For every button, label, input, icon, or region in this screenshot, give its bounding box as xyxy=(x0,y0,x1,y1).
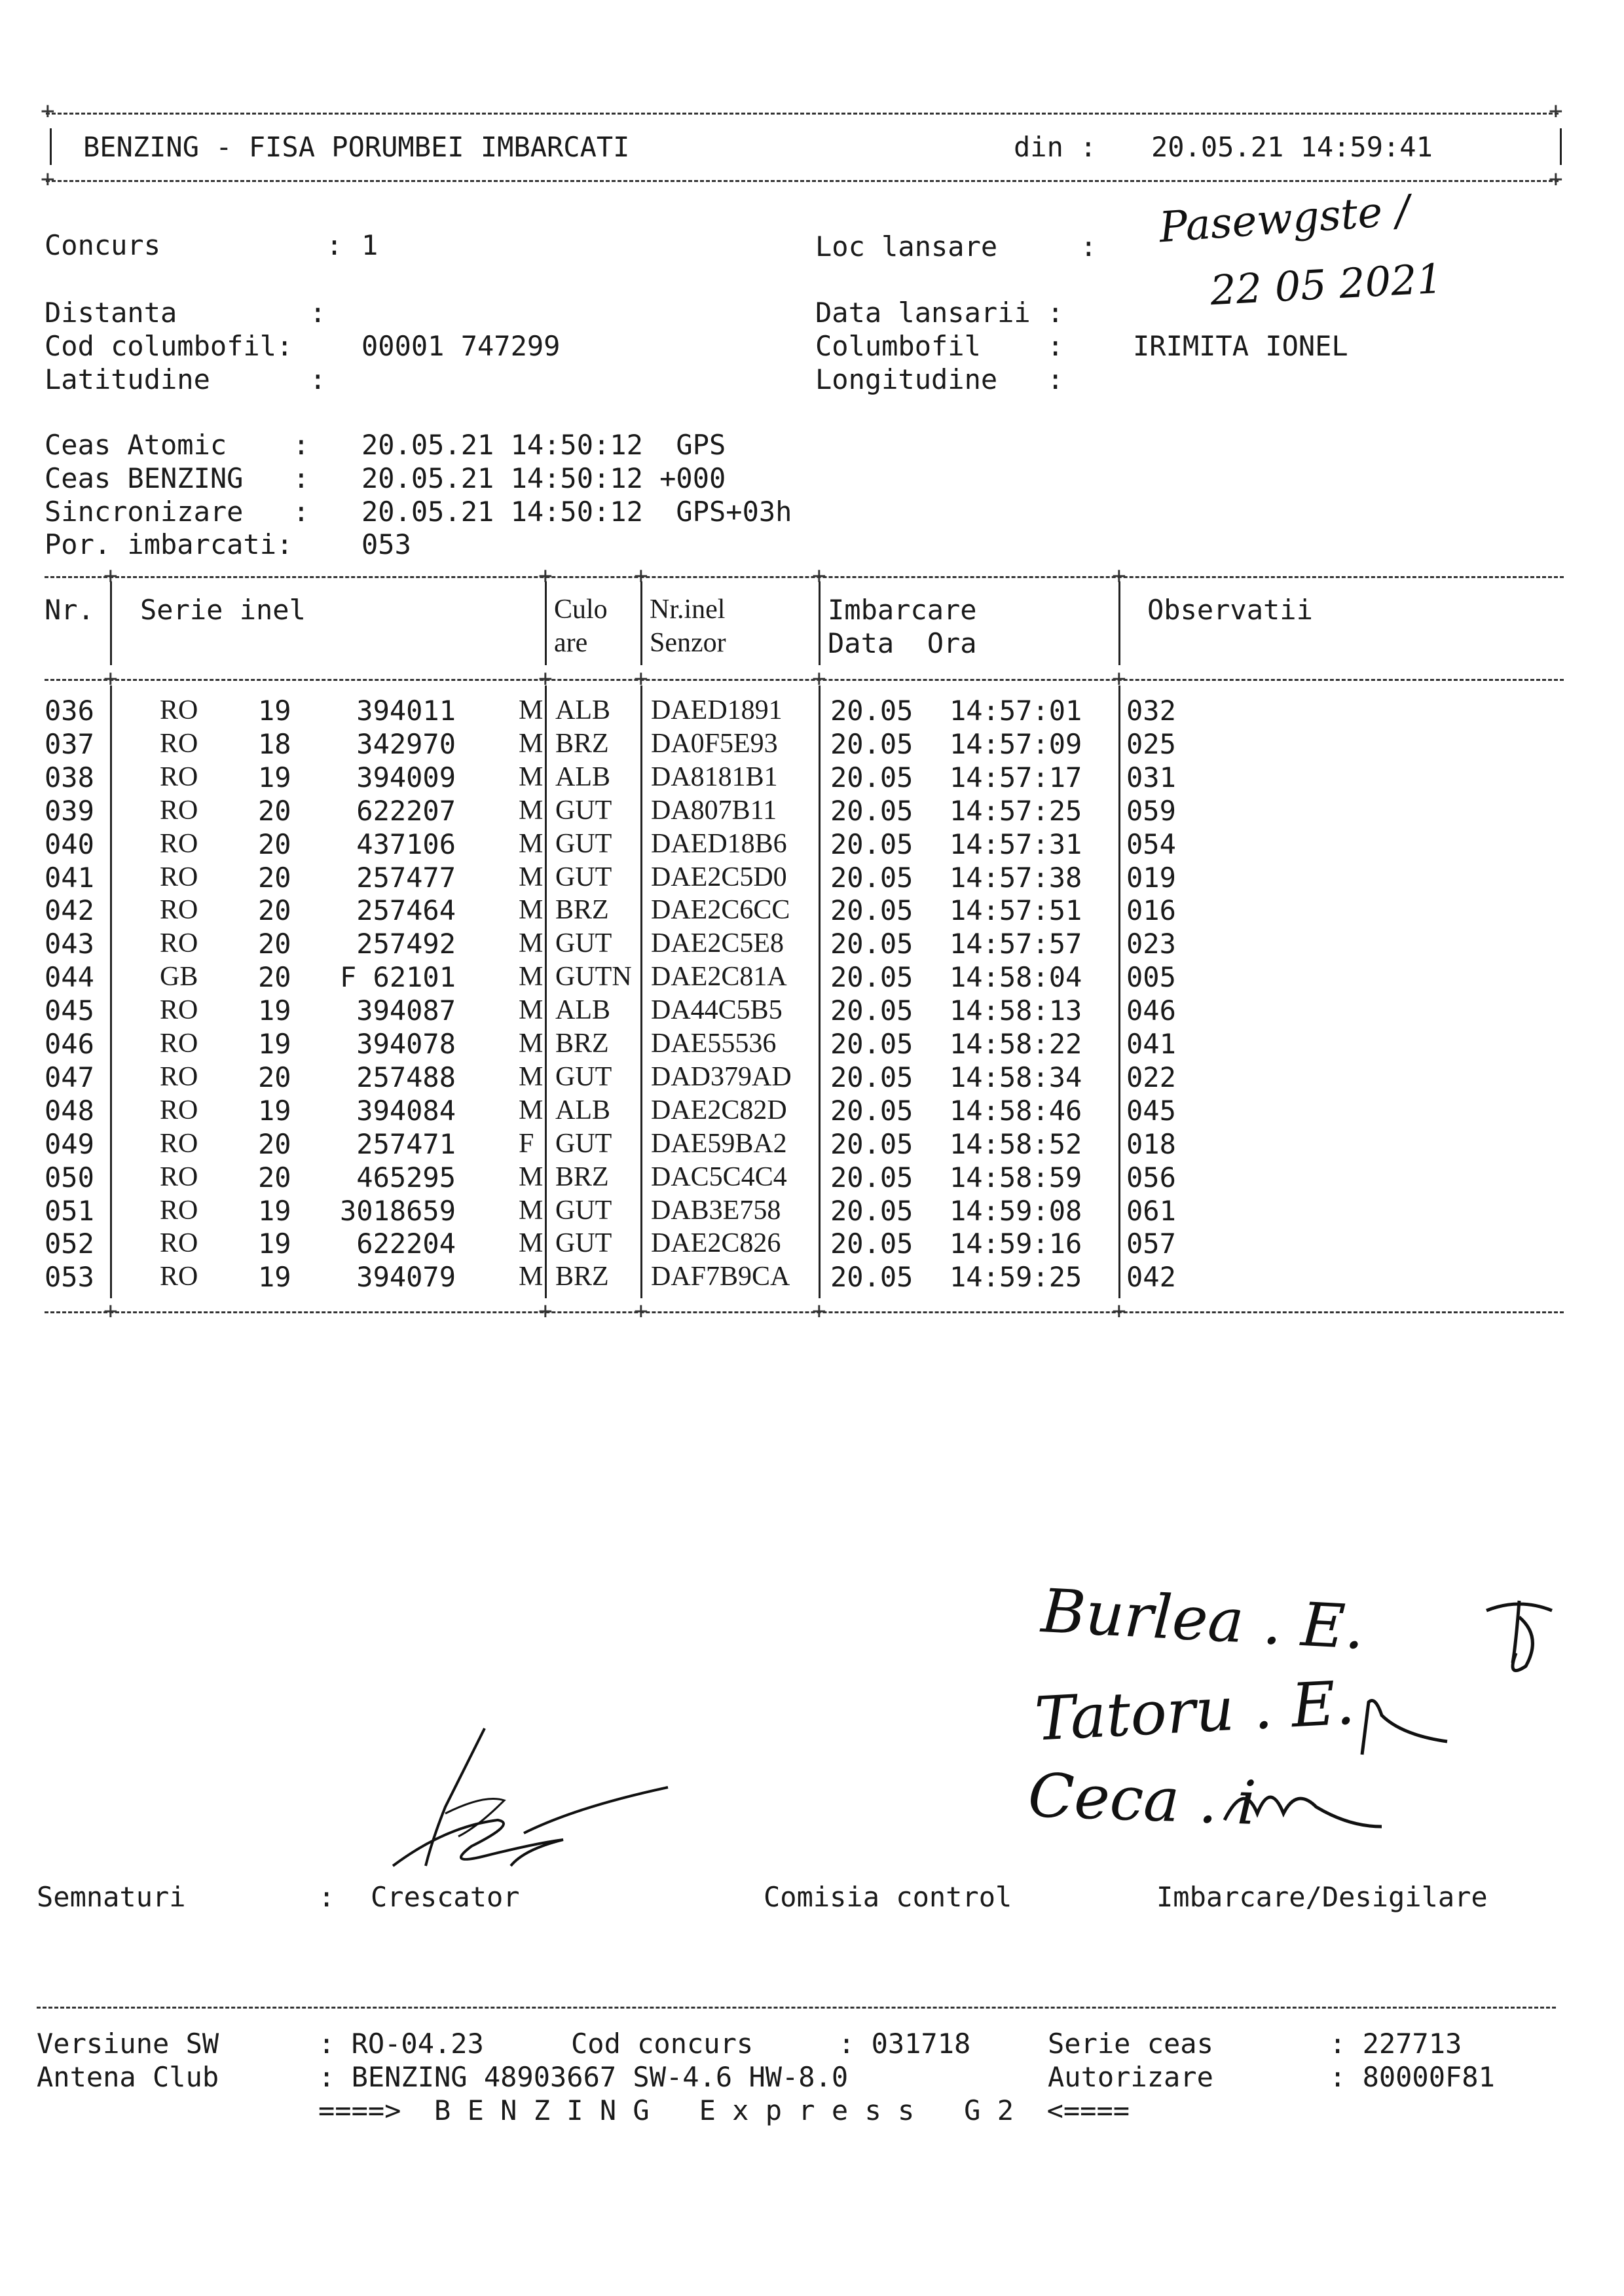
row-year: 20 xyxy=(258,828,291,860)
row-date: 20.05 xyxy=(830,727,913,760)
antena-label: Antena Club xyxy=(37,2061,219,2093)
col-header-nr-inel-1: Nr.inel xyxy=(650,594,726,625)
row-sensor: DAED18B6 xyxy=(651,828,787,859)
table-row xyxy=(0,927,1572,960)
row-country: RO xyxy=(160,862,198,892)
row-country: GB xyxy=(160,962,198,993)
row-date: 20.05 xyxy=(830,1228,913,1260)
row-color: BRZ xyxy=(555,1262,609,1292)
row-time: 14:58:52 xyxy=(950,1127,1082,1160)
semnaturi-colon: : xyxy=(318,1881,335,1913)
row-date: 20.05 xyxy=(830,794,913,827)
row-time: 14:57:17 xyxy=(950,761,1082,793)
row-sex: M xyxy=(519,1195,544,1226)
row-color: BRZ xyxy=(555,728,609,759)
row-sex: M xyxy=(519,728,544,759)
row-color: GUT xyxy=(555,1195,612,1226)
table-row xyxy=(0,1161,1572,1194)
page-title: BENZING - FISA PORUMBEI IMBARCATI xyxy=(83,131,630,163)
table-row xyxy=(0,861,1572,894)
row-country: RO xyxy=(160,1061,198,1092)
row-color: GUT xyxy=(555,928,612,959)
row-time: 14:57:38 xyxy=(950,861,1082,894)
row-color: GUT xyxy=(555,1061,612,1092)
row-nr: 037 xyxy=(45,727,94,760)
row-country: RO xyxy=(160,1228,198,1259)
row-country: RO xyxy=(160,1095,198,1125)
concurs-label: Concurs : xyxy=(45,229,343,261)
row-sensor: DAE55536 xyxy=(651,1029,777,1059)
row-color: ALB xyxy=(555,695,610,725)
row-time: 14:58:59 xyxy=(950,1161,1082,1194)
data-lansarii-label: Data lansarii : xyxy=(815,297,1064,329)
row-color: ALB xyxy=(555,1095,610,1125)
row-sensor: DAE2C81A xyxy=(651,962,787,993)
col-header-observatii: Observatii xyxy=(1147,594,1313,626)
cod-concurs-value: : 031718 xyxy=(838,2028,971,2060)
ceas-atomic-label: Ceas Atomic : xyxy=(45,429,310,461)
row-year: 19 xyxy=(258,994,291,1027)
table-row xyxy=(0,794,1572,828)
table-row xyxy=(0,828,1572,861)
row-date: 20.05 xyxy=(830,961,913,994)
row-color: ALB xyxy=(555,995,610,1026)
table-row xyxy=(0,1061,1572,1094)
autorizare-label: Autorizare xyxy=(1048,2061,1213,2093)
table-row xyxy=(0,1127,1572,1161)
row-obs: 059 xyxy=(1126,794,1176,827)
row-obs: 045 xyxy=(1126,1094,1176,1127)
row-country: RO xyxy=(160,895,198,926)
row-country: RO xyxy=(160,695,198,725)
table-row xyxy=(0,694,1572,727)
row-ring: 342970 xyxy=(356,727,456,760)
row-sex: M xyxy=(519,962,544,993)
table-row xyxy=(0,994,1572,1027)
handwritten-name-1: Burlea . E. xyxy=(1039,1576,1367,1663)
row-nr: 036 xyxy=(45,695,94,727)
row-ring: 257488 xyxy=(356,1061,456,1093)
row-country: RO xyxy=(160,995,198,1026)
row-sex: M xyxy=(519,828,544,859)
row-sensor: DAF7B9CA xyxy=(651,1262,790,1292)
row-sensor: DAE59BA2 xyxy=(651,1128,787,1159)
row-sex: M xyxy=(519,695,544,725)
row-obs: 031 xyxy=(1126,761,1176,793)
row-ring: 465295 xyxy=(356,1161,456,1194)
row-color: GUT xyxy=(555,1228,612,1259)
row-nr: 042 xyxy=(45,894,94,927)
longitudine-label: Longitudine : xyxy=(815,363,1064,395)
row-ring: 257464 xyxy=(356,894,456,927)
ceas-atomic-value: 20.05.21 14:50:12 GPS xyxy=(361,429,726,461)
row-sensor: DAB3E758 xyxy=(651,1195,781,1226)
row-sex: M xyxy=(519,1262,544,1292)
row-obs: 054 xyxy=(1126,828,1176,860)
row-sensor: DAE2C5E8 xyxy=(651,928,784,959)
row-country: RO xyxy=(160,761,198,792)
row-sensor: DAD379AD xyxy=(651,1061,792,1092)
row-country: RO xyxy=(160,728,198,759)
initials-mark xyxy=(1349,1689,1454,1761)
row-ring: 622207 xyxy=(356,794,456,827)
row-color: BRZ xyxy=(555,895,609,926)
row-ring: 257471 xyxy=(356,1127,456,1160)
row-ring: 257492 xyxy=(356,928,456,960)
row-obs: 032 xyxy=(1126,695,1176,727)
row-country: RO xyxy=(160,928,198,959)
row-date: 20.05 xyxy=(830,695,913,727)
ceas-benzing-value: 20.05.21 14:50:12 +000 xyxy=(361,462,726,494)
row-nr: 041 xyxy=(45,861,94,894)
row-time: 14:58:04 xyxy=(950,961,1082,994)
row-nr: 047 xyxy=(45,1061,94,1093)
row-ring: 394009 xyxy=(356,761,456,793)
row-country: RO xyxy=(160,828,198,859)
row-time: 14:57:09 xyxy=(950,727,1082,760)
imbarcare-label: Imbarcare/Desigilare xyxy=(1156,1881,1488,1913)
cod-columbofil-value: 00001 747299 xyxy=(361,330,561,362)
row-sex: M xyxy=(519,928,544,959)
din-value: 20.05.21 14:59:41 xyxy=(1151,131,1433,163)
row-sex: M xyxy=(519,1029,544,1059)
cod-columbofil-label: Cod columbofil: xyxy=(45,330,293,362)
row-year: 20 xyxy=(258,894,291,927)
row-country: RO xyxy=(160,1029,198,1059)
row-sex: M xyxy=(519,895,544,926)
row-time: 14:57:31 xyxy=(950,828,1082,860)
row-nr: 052 xyxy=(45,1228,94,1260)
row-year: 20 xyxy=(258,1061,291,1093)
din-label: din : xyxy=(1014,131,1097,163)
loc-lansare-handwritten: Pasewgste / xyxy=(1157,186,1412,253)
row-time: 14:57:01 xyxy=(950,695,1082,727)
latitudine-label: Latitudine : xyxy=(45,363,326,395)
row-sensor: DAE2C826 xyxy=(651,1228,781,1259)
row-date: 20.05 xyxy=(830,1161,913,1194)
row-country: RO xyxy=(160,1195,198,1226)
row-year: 20 xyxy=(258,861,291,894)
row-color: GUT xyxy=(555,828,612,859)
row-sensor: DAED1891 xyxy=(651,695,783,725)
antena-value: : BENZING 48903667 SW-4.6 HW-8.0 xyxy=(318,2061,849,2093)
row-time: 14:59:08 xyxy=(950,1194,1082,1227)
row-color: GUT xyxy=(555,795,612,826)
row-time: 14:59:25 xyxy=(950,1261,1082,1294)
row-year: 19 xyxy=(258,1194,291,1227)
table-row xyxy=(0,761,1572,794)
cod-concurs-label: Cod concurs xyxy=(571,2028,754,2060)
row-color: GUT xyxy=(555,862,612,892)
row-sensor: DA807B11 xyxy=(651,795,777,826)
row-ring: 3018659 xyxy=(339,1194,456,1227)
row-nr: 046 xyxy=(45,1028,94,1060)
row-nr: 040 xyxy=(45,828,94,860)
row-ring: 394087 xyxy=(356,994,456,1027)
table-row xyxy=(0,960,1572,994)
row-time: 14:59:16 xyxy=(950,1228,1082,1260)
row-obs: 016 xyxy=(1126,894,1176,927)
row-time: 14:58:34 xyxy=(950,1061,1082,1093)
row-date: 20.05 xyxy=(830,1127,913,1160)
row-sex: M xyxy=(519,862,544,892)
row-country: RO xyxy=(160,1262,198,1292)
table-row xyxy=(0,1027,1572,1061)
row-time: 14:57:25 xyxy=(950,794,1082,827)
row-ring: 394011 xyxy=(356,695,456,727)
row-date: 20.05 xyxy=(830,1194,913,1227)
row-date: 20.05 xyxy=(830,761,913,793)
row-year: 19 xyxy=(258,761,291,793)
initials-mark xyxy=(1480,1591,1559,1683)
table-row xyxy=(0,727,1572,761)
row-date: 20.05 xyxy=(830,1028,913,1060)
row-sensor: DAE2C6CC xyxy=(651,895,790,926)
row-date: 20.05 xyxy=(830,894,913,927)
row-nr: 044 xyxy=(45,961,94,994)
row-year: 19 xyxy=(258,1094,291,1127)
row-color: ALB xyxy=(555,761,610,792)
semnaturi-label: Semnaturi xyxy=(37,1881,186,1913)
row-year: 19 xyxy=(258,1228,291,1260)
row-nr: 043 xyxy=(45,928,94,960)
por-imbarcati-label: Por. imbarcati: xyxy=(45,528,293,560)
serie-ceas-value: : 227713 xyxy=(1329,2028,1462,2060)
row-sex: M xyxy=(519,1095,544,1125)
versiune-value: : RO-04.23 xyxy=(318,2028,484,2060)
table-row xyxy=(0,894,1572,927)
table-row xyxy=(0,1260,1572,1294)
row-country: RO xyxy=(160,795,198,826)
row-ring: 394084 xyxy=(356,1094,456,1127)
loc-lansare-label: Loc lansare : xyxy=(815,230,1097,263)
row-date: 20.05 xyxy=(830,828,913,860)
row-time: 14:57:51 xyxy=(950,894,1082,927)
versiune-label: Versiune SW xyxy=(37,2028,219,2060)
row-obs: 046 xyxy=(1126,994,1176,1027)
sincronizare-label: Sincronizare : xyxy=(45,496,310,528)
row-sex: F xyxy=(519,1128,534,1159)
row-sensor: DA8181B1 xyxy=(651,761,778,792)
table-row xyxy=(0,1227,1572,1260)
row-ring: 622204 xyxy=(356,1228,456,1260)
row-sensor: DA44C5B5 xyxy=(651,995,783,1026)
initials-mark xyxy=(1218,1768,1388,1840)
row-year: 19 xyxy=(258,1028,291,1060)
ceas-benzing-label: Ceas BENZING : xyxy=(45,462,310,494)
row-ring: F 62101 xyxy=(339,961,456,994)
row-obs: 061 xyxy=(1126,1194,1176,1227)
columbofil-label: Columbofil : xyxy=(815,330,1064,362)
col-header-imbarcare-2: Data Ora xyxy=(828,627,977,659)
row-obs: 057 xyxy=(1126,1228,1176,1260)
row-date: 20.05 xyxy=(830,1261,913,1294)
row-sensor: DAE2C5D0 xyxy=(651,862,787,892)
col-header-culoare-2: are xyxy=(554,628,588,658)
row-nr: 050 xyxy=(45,1161,94,1194)
row-year: 20 xyxy=(258,928,291,960)
row-color: GUTN xyxy=(555,962,632,993)
row-year: 19 xyxy=(258,1261,291,1294)
row-nr: 049 xyxy=(45,1127,94,1160)
row-time: 14:58:22 xyxy=(950,1028,1082,1060)
row-obs: 056 xyxy=(1126,1161,1176,1194)
row-time: 14:57:57 xyxy=(950,928,1082,960)
row-nr: 038 xyxy=(45,761,94,793)
comisia-label: Comisia control xyxy=(764,1881,1012,1913)
handwritten-name-3: Ceca . i xyxy=(1027,1760,1258,1839)
row-color: GUT xyxy=(555,1128,612,1159)
row-sensor: DAC5C4C4 xyxy=(651,1161,787,1192)
row-ring: 257477 xyxy=(356,861,456,894)
handwritten-name-2: Tatoru . E. xyxy=(1033,1667,1357,1755)
row-sensor: DAE2C82D xyxy=(651,1095,787,1125)
col-header-culoare-1: Culo xyxy=(554,594,608,625)
row-ring: 394078 xyxy=(356,1028,456,1060)
columbofil-value: IRIMITA IONEL xyxy=(1133,330,1348,362)
row-date: 20.05 xyxy=(830,1061,913,1093)
row-sex: M xyxy=(519,1161,544,1192)
row-color: BRZ xyxy=(555,1161,609,1192)
sincronizare-value: 20.05.21 14:50:12 GPS+03h xyxy=(361,496,792,528)
row-nr: 053 xyxy=(45,1261,94,1294)
row-time: 14:58:46 xyxy=(950,1094,1082,1127)
row-nr: 039 xyxy=(45,794,94,827)
col-header-nr-inel-2: Senzor xyxy=(650,628,726,658)
distanta-label: Distanta : xyxy=(45,297,326,329)
row-obs: 018 xyxy=(1126,1127,1176,1160)
crescator-label: Crescator xyxy=(371,1881,520,1913)
concurs-value: 1 xyxy=(361,229,378,261)
row-obs: 022 xyxy=(1126,1061,1176,1093)
row-ring: 394079 xyxy=(356,1261,456,1294)
benzing-banner: ====> B E N Z I N G E x p r e s s G 2 <==== xyxy=(318,2094,1130,2126)
table-row xyxy=(0,1194,1572,1228)
row-time: 14:58:13 xyxy=(950,994,1082,1027)
row-nr: 048 xyxy=(45,1094,94,1127)
row-year: 19 xyxy=(258,695,291,727)
crescator-signature xyxy=(367,1715,681,1892)
row-country: RO xyxy=(160,1161,198,1192)
row-obs: 019 xyxy=(1126,861,1176,894)
row-sensor: DA0F5E93 xyxy=(651,728,778,759)
row-year: 18 xyxy=(258,727,291,760)
autorizare-value: : 80000F81 xyxy=(1329,2061,1495,2093)
row-sex: M xyxy=(519,995,544,1026)
row-nr: 051 xyxy=(45,1194,94,1227)
row-nr: 045 xyxy=(45,994,94,1027)
row-obs: 023 xyxy=(1126,928,1176,960)
row-date: 20.05 xyxy=(830,861,913,894)
row-sex: M xyxy=(519,1061,544,1092)
row-year: 20 xyxy=(258,1161,291,1194)
row-sex: M xyxy=(519,1228,544,1259)
handwritten-date: 22 05 2021 xyxy=(1209,254,1444,315)
row-year: 20 xyxy=(258,961,291,994)
row-country: RO xyxy=(160,1128,198,1159)
row-date: 20.05 xyxy=(830,994,913,1027)
row-color: BRZ xyxy=(555,1029,609,1059)
row-sex: M xyxy=(519,795,544,826)
row-date: 20.05 xyxy=(830,928,913,960)
col-header-imbarcare-1: Imbarcare xyxy=(828,594,977,626)
row-obs: 041 xyxy=(1126,1028,1176,1060)
col-header-nr: Nr. xyxy=(45,594,94,626)
row-year: 20 xyxy=(258,794,291,827)
row-ring: 437106 xyxy=(356,828,456,860)
row-obs: 025 xyxy=(1126,727,1176,760)
col-header-serie-inel: Serie inel xyxy=(140,594,306,626)
row-year: 20 xyxy=(258,1127,291,1160)
row-obs: 005 xyxy=(1126,961,1176,994)
table-row xyxy=(0,1094,1572,1127)
serie-ceas-label: Serie ceas xyxy=(1048,2028,1213,2060)
row-obs: 042 xyxy=(1126,1261,1176,1294)
row-sex: M xyxy=(519,761,544,792)
row-date: 20.05 xyxy=(830,1094,913,1127)
por-imbarcati-value: 053 xyxy=(361,528,411,560)
